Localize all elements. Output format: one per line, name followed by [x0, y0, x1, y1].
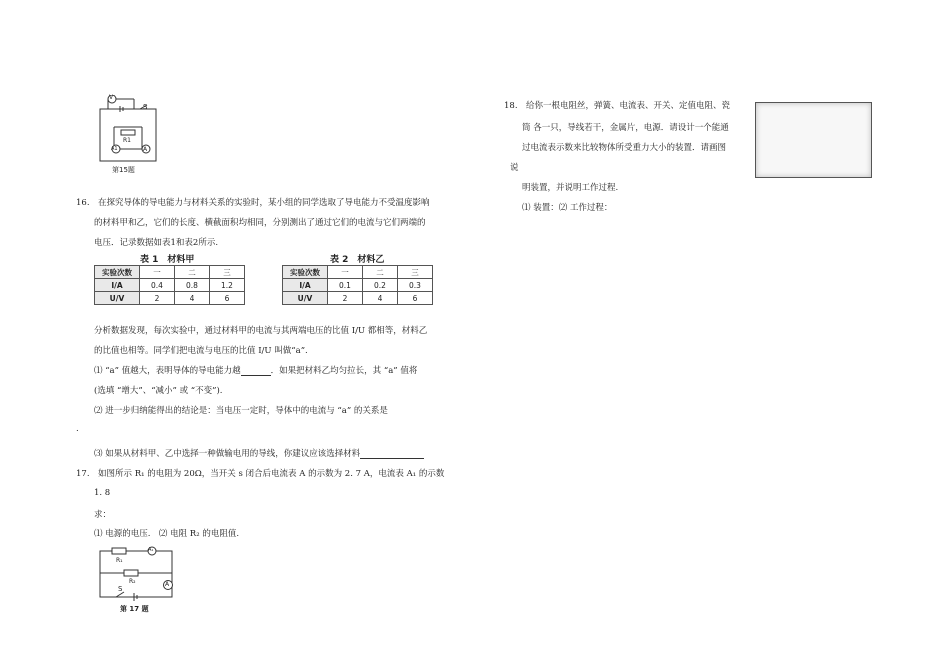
q18-line2: 筒 各一只，导线若干，金属片，电源．请设计一个能通	[522, 123, 729, 133]
q16-analysis1: 分析数据发现，每次实验中，通过材料甲的电流与其两端电压的比值 I/U 都相等，材料乙	[94, 326, 428, 336]
fig17-switch-label: S	[118, 585, 123, 593]
table-row: I/A 0.4 0.8 1.2	[95, 279, 245, 292]
table2	[282, 265, 433, 305]
table1-title: 表 1 材料甲	[140, 255, 195, 265]
q16-sub3-blank[interactable]	[360, 449, 424, 459]
q18-line1: 18. 给你一根电阻丝，弹簧、电流表、开关、定值电阻、瓷	[504, 101, 731, 111]
figure-17	[94, 545, 184, 615]
fig17-r2-label: R₂	[129, 578, 136, 585]
table2-title: 表 2 材料乙	[330, 255, 385, 265]
q17-line4: ⑴ 电源的电压. ⑵ 电阻 R₂ 的电阻值.	[94, 529, 240, 539]
table1-header: 实验次数	[95, 266, 140, 279]
fig15-r1-label: R1	[123, 137, 131, 144]
q16-sub1b: ．如果把材料乙均匀拉长，其 “a” 值将	[270, 366, 418, 376]
table-row: U/V 2 4 6	[283, 292, 433, 305]
q17-line2: 1. 8	[94, 488, 111, 498]
q16-sub1c: (选填 “增大”、“减小” 或 “不变”).	[94, 386, 223, 396]
q16-sub2: ⑵ 进一步归纳能得出的结论是：当电压一定时，导体中的电流与 “a” 的关系是	[94, 406, 388, 416]
q16-sub3-text: ⑶ 如果从材料甲、乙中选择一种做输电用的导线，你建议应该选择材料	[94, 449, 361, 459]
q16-line2: 的材料甲和乙，它们的长度、横截面积均相同，分别测出了通过它们的电流与它们两端的	[94, 218, 426, 228]
fig15-caption: 第15题	[112, 166, 135, 174]
q16-sub1	[94, 364, 417, 376]
q16-sub1-blank[interactable]	[241, 366, 271, 376]
q16-sub3	[94, 447, 424, 459]
fig17-r1-label: R₁	[116, 557, 123, 564]
fig17-a1-label: A₁	[148, 547, 154, 553]
table-row: I/A 0.1 0.2 0.3	[283, 279, 433, 292]
table2-col3: 三	[398, 266, 433, 279]
table2-col1: 一	[328, 266, 363, 279]
q18-line4: 说	[510, 163, 519, 173]
q18-line3: 过电流表示数来比较物体所受重力大小的装置．请画图	[522, 143, 727, 153]
table1	[94, 265, 245, 305]
q16-sub2-end: .	[76, 424, 79, 434]
table1-col3: 三	[210, 266, 245, 279]
q16-sub1a: ⑴ “a” 值越大，表明导体的导电能力越	[94, 366, 241, 376]
fig17-a-label: A	[165, 581, 170, 588]
table1-col2: 二	[175, 266, 210, 279]
fig15-switch-label: S	[143, 103, 148, 111]
table-row: U/V 2 4 6	[95, 292, 245, 305]
table2-header: 实验次数	[283, 266, 328, 279]
fig17-caption: 第 17 题	[120, 605, 149, 613]
figure-15	[94, 95, 164, 177]
q16-line3: 电压．记录数据如表1和表2所示.	[94, 238, 219, 248]
fig15-ammeter1-label: A1	[111, 146, 118, 152]
q16-analysis2: 的比值也相等。同学们把电流与电压的比值 I/U 叫做“a”.	[94, 346, 308, 356]
table1-col1: 一	[140, 266, 175, 279]
fig15-ammeter-label: A	[143, 146, 148, 153]
table2-col2: 二	[363, 266, 398, 279]
q18-drawing-box[interactable]	[755, 102, 872, 178]
q17-line3: 求：	[94, 510, 112, 520]
fig15-voltmeter-label: V	[109, 94, 114, 101]
q17-line1: 17. 如图所示 R₁ 的电阻为 20Ω，当开关 s 闭合后电流表 A 的示数为 2. 7 A，电流表 A₁ 的示数	[76, 469, 445, 479]
q16-line1: 16. 在探究导体的导电能力与材料关系的实验时，某小组的同学选取了导电能力不受温度影响	[76, 198, 430, 208]
q18-line6: ⑴ 装置：⑵ 工作过程：	[522, 203, 613, 213]
q18-line5: 明装置，并说明工作过程.	[522, 183, 619, 193]
